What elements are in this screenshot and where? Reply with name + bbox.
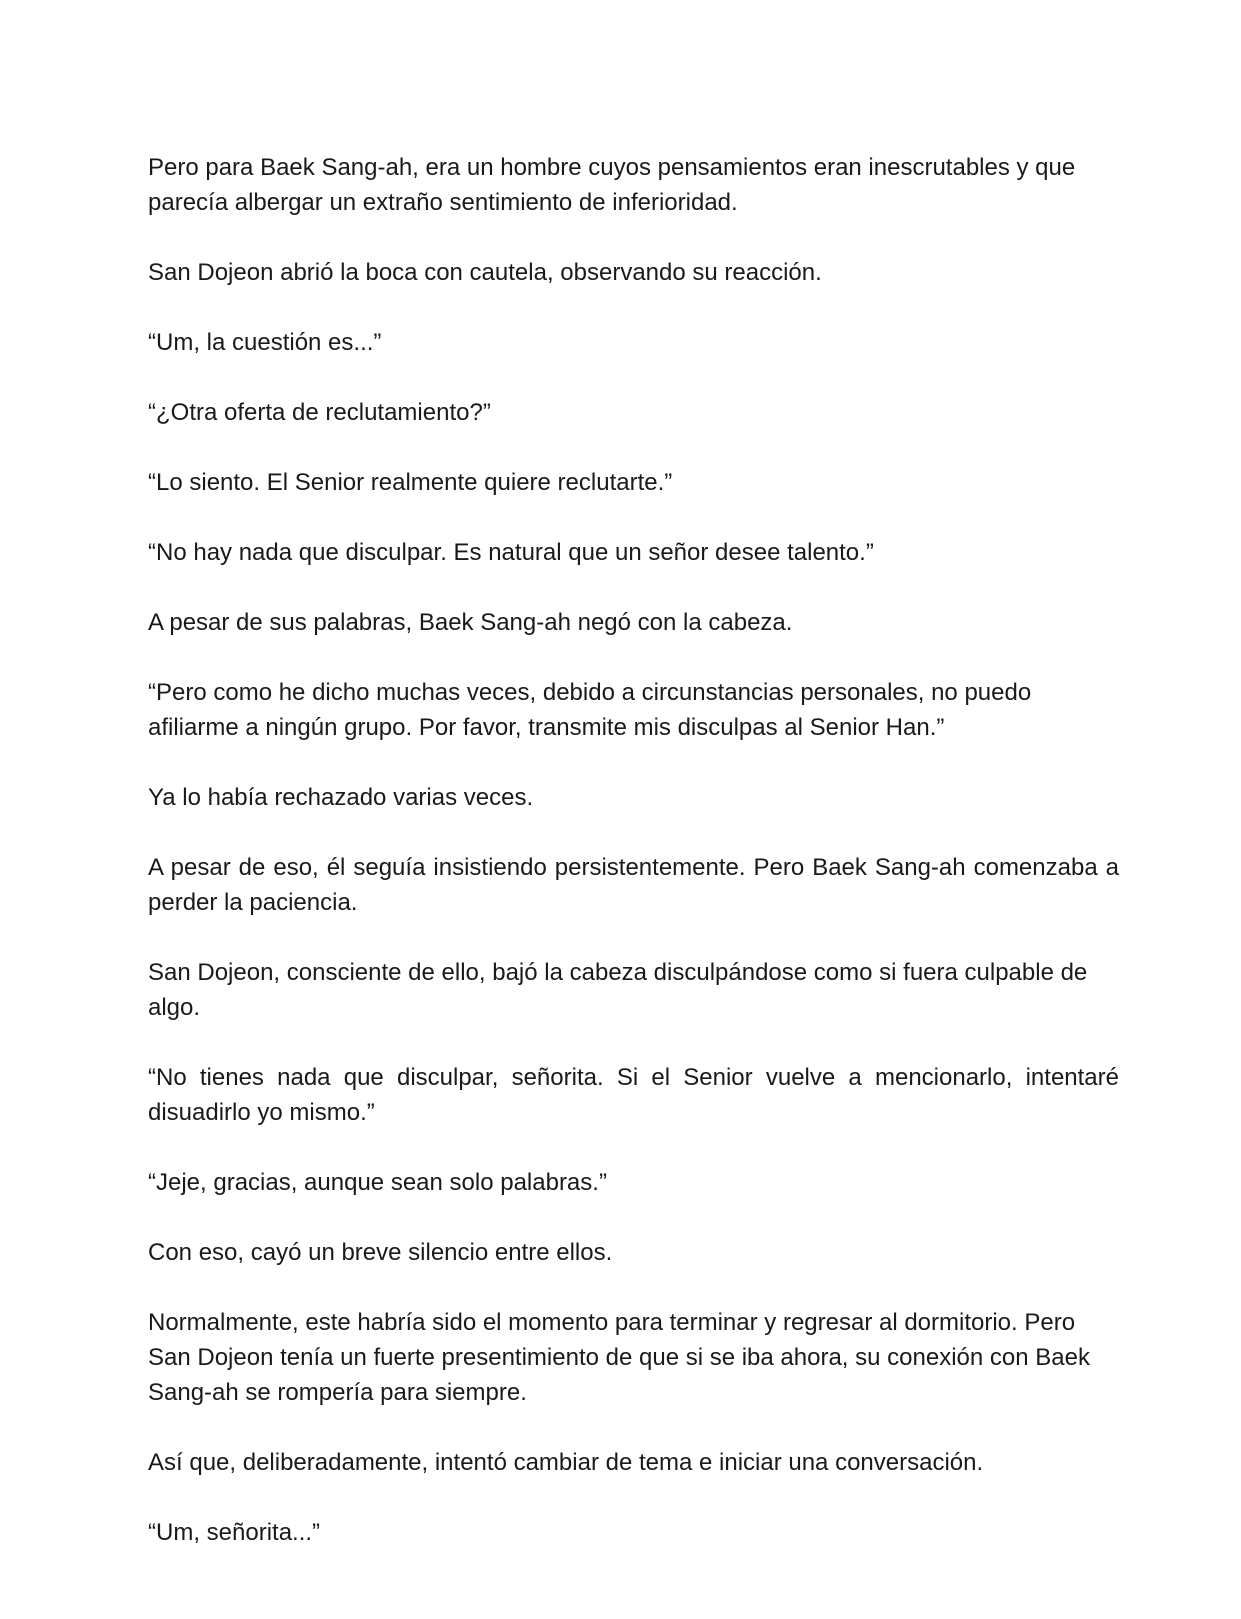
paragraph: “Um, señorita...” xyxy=(148,1519,321,1546)
paragraph: San Dojeon, consciente de ello, bajó la cabeza disculpándose como si fuera culpable de algo. xyxy=(148,959,1088,1021)
paragraph: “Um, la cuestión es...” xyxy=(148,329,382,356)
paragraph: A pesar de eso, él seguía insistiendo persistentemente. Pero Baek Sang-ah comenzaba a perder la paciencia. xyxy=(148,854,1119,916)
paragraph: Con eso, cayó un breve silencio entre ellos. xyxy=(148,1239,613,1266)
paragraph: “Jeje, gracias, aunque sean solo palabras.” xyxy=(148,1169,607,1196)
paragraph: “No tienes nada que disculpar, señorita. Si el Senior vuelve a mencionarlo, intentaré disuadirlo yo mismo.” xyxy=(148,1064,1119,1126)
paragraph: “Pero como he dicho muchas veces, debido a circunstancias personales, no puedo afiliarme a ningún grupo. Por favor, transmite mis disculpas al Senior Han.” xyxy=(148,679,1032,741)
paragraph: A pesar de sus palabras, Baek Sang-ah negó con la cabeza. xyxy=(148,609,793,636)
paragraph: San Dojeon abrió la boca con cautela, observando su reacción. xyxy=(148,259,822,286)
paragraph: Pero para Baek Sang-ah, era un hombre cuyos pensamientos eran inescrutables y que parecía albergar un extraño sentimiento de inferioridad. xyxy=(148,154,1076,216)
paragraph: “No hay nada que disculpar. Es natural que un señor desee talento.” xyxy=(148,539,874,566)
paragraph: “Lo siento. El Senior realmente quiere reclutarte.” xyxy=(148,469,673,496)
paragraph: Normalmente, este habría sido el momento para terminar y regresar al dormitorio. Pero San Dojeon tenía un fuerte presentimiento de que si se iba ahora, su conexión con Baek Sang-ah se rompería para siempre. xyxy=(148,1309,1090,1406)
paragraph: “¿Otra oferta de reclutamiento?” xyxy=(148,399,491,426)
paragraph: Así que, deliberadamente, intentó cambiar de tema e iniciar una conversación. xyxy=(148,1449,984,1476)
paragraph: Ya lo había rechazado varias veces. xyxy=(148,784,534,811)
document-body xyxy=(148,150,1119,1585)
